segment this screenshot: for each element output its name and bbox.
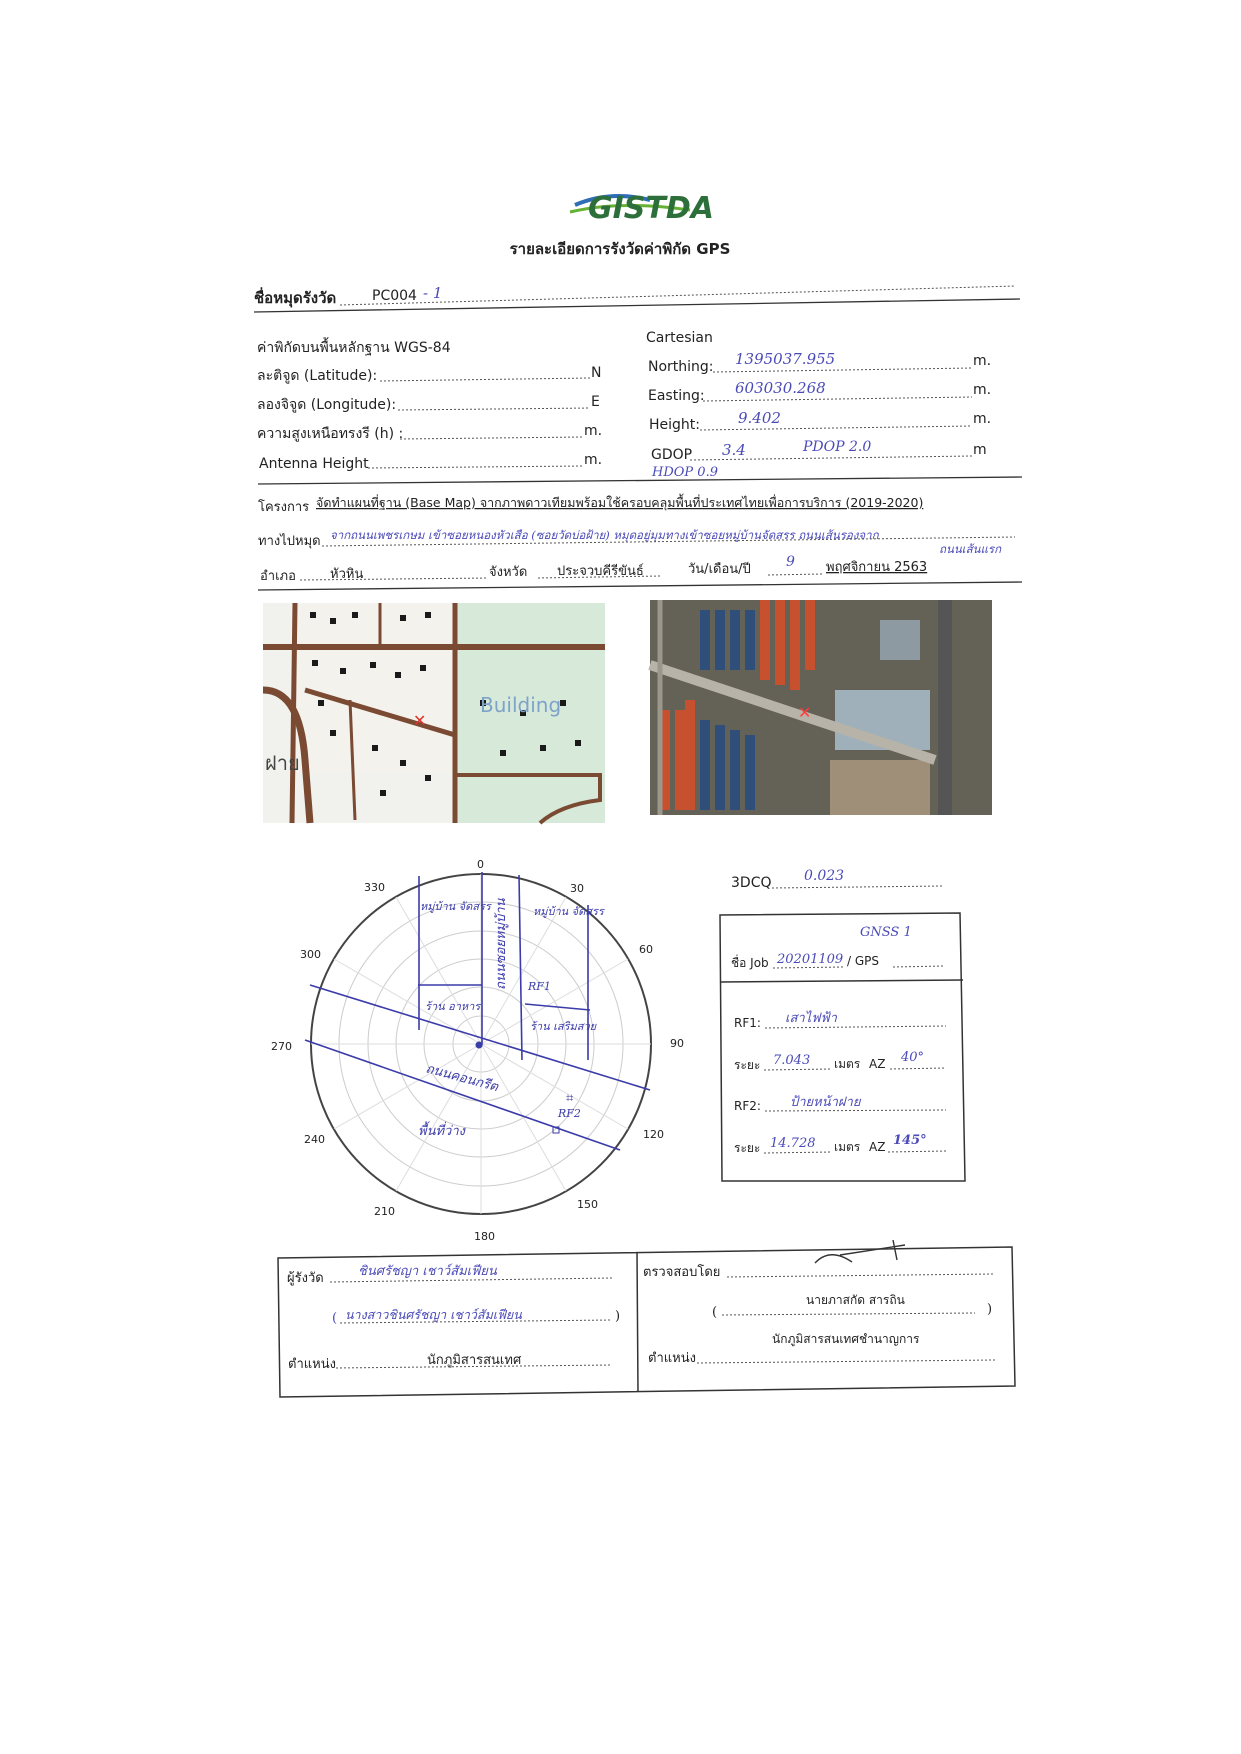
checker-name: นายภาสกัด สารถิน — [806, 1293, 905, 1307]
cartesian-heading: Cartesian — [646, 330, 713, 346]
note-rf1: RF1 — [528, 980, 551, 993]
district-value: หัวหิน — [330, 567, 364, 582]
rule — [258, 582, 1022, 590]
checker-label: ตรวจสอบโดย — [643, 1265, 721, 1280]
skyplot-angle-330: 330 — [364, 881, 385, 894]
easting-label: Easting: — [648, 388, 705, 404]
note-empty-land: พื้นที่ว่าง — [418, 1124, 465, 1139]
checker-position-text: นักภูมิสารสนเทศชำนาญการ — [772, 1332, 920, 1346]
dist2-value: 14.728 — [770, 1136, 816, 1151]
height-value: 9.402 — [738, 409, 781, 427]
station-label: ชื่อหมุดรังวัด — [254, 289, 337, 307]
note-village-left: หมู่บ้าน จัดสรร — [420, 900, 491, 913]
surveyor-paren-open: ( — [332, 1311, 338, 1326]
rf1-label: RF1: — [734, 1016, 761, 1030]
skyplot-angle-270: 270 — [271, 1040, 292, 1053]
skyplot-angle-150: 150 — [577, 1198, 598, 1211]
route-label: ทางไปหมุด — [258, 534, 321, 549]
northing-label: Northing: — [648, 359, 714, 375]
latitude-label: ละติจูด (Latitude): — [257, 368, 378, 384]
hdop-value: HDOP 0.9 — [652, 465, 718, 480]
height-label: Height: — [649, 417, 700, 433]
note-shop-left: ร้าน อาหาร — [425, 1000, 481, 1013]
note-road-vertical: ถนนซอยหมู่บ้าน — [494, 898, 509, 990]
day-value: 9 — [786, 554, 795, 570]
longitude-label: ลองจิจูด (Longitude): — [257, 397, 397, 413]
geo-heading: ค่าพิกัดบนพื้นหลักฐาน WGS-84 — [257, 340, 451, 356]
northing-unit: m. — [973, 353, 992, 369]
gps-label: / GPS — [847, 954, 880, 968]
rule — [258, 477, 1022, 484]
sat-marker-icon: ✕ — [798, 703, 812, 722]
checker-position-label: ตำแหน่ง — [648, 1351, 696, 1366]
easting-unit: m. — [973, 382, 992, 398]
skyplot-angle-120: 120 — [643, 1128, 664, 1141]
project-value: จัดทำแผนที่ฐาน (Base Map) จากภาพดาวเทียมพร้อมใช้ครอบคลุมพื้นที่ประเทศไทยเพื่อการบริการ (2019-2020) — [316, 495, 924, 510]
surveyor-position-value: นักภูมิสารสนเทศ — [427, 1353, 522, 1368]
satellite-map — [650, 600, 992, 815]
dist1-unit: เมตร — [834, 1057, 861, 1071]
surveyor-paren-close: ) — [615, 1309, 621, 1324]
dist1-label: ระยะ — [734, 1058, 761, 1072]
district-label: อำเภอ — [260, 569, 296, 584]
gdop-value: 3.4 — [722, 441, 746, 459]
rule — [254, 299, 1020, 312]
skyplot-angle-300: 300 — [300, 948, 321, 961]
province-value: ประจวบคีรีขันธ์ — [557, 564, 644, 579]
skyplot-angle-90: 90 — [670, 1037, 684, 1050]
skyplot-angle-60: 60 — [639, 943, 653, 956]
az2-label: AZ — [869, 1140, 886, 1154]
skyplot-angle-240: 240 — [304, 1133, 325, 1146]
checker-paren-close: ) — [987, 1302, 993, 1317]
project-label: โครงการ — [258, 500, 310, 515]
northing-value: 1395037.955 — [735, 350, 836, 368]
checker-signature-mark — [815, 1240, 905, 1263]
note-shop-right: ร้าน เสริมสวย — [530, 1020, 597, 1033]
dist2-label: ระยะ — [734, 1141, 761, 1155]
job-label: ชื่อ Job — [731, 956, 769, 970]
antenna-height-label: Antenna Height — [259, 456, 369, 472]
signature-box — [278, 1240, 1015, 1397]
topo-map — [263, 603, 605, 823]
surveyor-name: นางสาวชินศรัชญา เชาว์สัมเฟียน — [345, 1307, 522, 1322]
height-unit: m. — [973, 411, 992, 427]
route-value: จากถนนเพชรเกษม เข้าซอยหนองหัวเสือ (ซอยวัดบ่อฝ้าย) หมุดอยู่มุมทางเข้าซอยหมู่บ้านจัดสรร ถนนเส้นรองจาก — [330, 528, 879, 542]
skyplot — [271, 858, 684, 1243]
station-value: PC004 — [372, 288, 417, 304]
form-title: รายละเอียดการรังวัดค่าพิกัด GPS — [509, 240, 731, 258]
rf2-label: RF2: — [734, 1099, 761, 1113]
route-value-2: ถนนเส้นแรก — [939, 542, 1002, 556]
topo-side-text: ฝาย — [265, 751, 300, 775]
gdop-label: GDOP — [651, 447, 693, 463]
date-label: วัน/เดือน/ปี — [688, 562, 751, 577]
skyplot-angle-30: 30 — [570, 882, 584, 895]
gdop-unit: m — [973, 442, 987, 458]
logo-text: GISTDA — [588, 191, 714, 226]
rf2-marker-icon: ⌗ — [566, 1091, 574, 1106]
surveyor-position-label: ตำแหน่ง — [288, 1357, 336, 1372]
note-rf2: RF2 — [558, 1107, 581, 1120]
month-year-value: พฤศจิกายน 2563 — [826, 560, 928, 575]
note-village-right: หมู่บ้าน จัดสรร — [533, 905, 604, 918]
province-label: จังหวัด — [489, 565, 528, 580]
ellipsoid-height-label: ความสูงเหนือทรงรี (h) : — [257, 426, 404, 442]
skyplot-angle-210: 210 — [374, 1205, 395, 1218]
skyplot-angle-0: 0 — [477, 858, 484, 871]
note-road-main: ถนนคอนกรีต — [423, 1061, 500, 1096]
rf1-value: เสาไฟฟ้า — [785, 1011, 837, 1026]
skyplot-angle-180: 180 — [474, 1230, 495, 1243]
job-box — [720, 913, 965, 1181]
latitude-unit: N — [591, 365, 602, 381]
station-suffix: - 1 — [423, 284, 443, 302]
gistda-logo — [570, 191, 714, 226]
topo-marker-icon: ✕ — [413, 711, 427, 730]
dist1-value: 7.043 — [773, 1053, 811, 1068]
surveyor-label: ผู้รังวัด — [287, 1271, 324, 1286]
topo-building-label: Building — [480, 693, 562, 717]
az2-value: 145° — [893, 1133, 927, 1148]
surveyor-signature: ชินศรัชญา เชาว์สัมเฟียน — [358, 1264, 497, 1279]
az1-value: 40° — [901, 1050, 925, 1065]
easting-value: 603030.268 — [735, 379, 826, 397]
dist2-unit: เมตร — [834, 1140, 861, 1154]
quality-value: 0.023 — [804, 868, 845, 884]
rf2-value: ป้ายหน้าฝาย — [790, 1095, 861, 1110]
checker-paren-open: ( — [712, 1305, 718, 1320]
longitude-unit: E — [591, 394, 600, 410]
az1-label: AZ — [869, 1057, 886, 1071]
pdop-value: PDOP 2.0 — [803, 439, 872, 455]
job-value: 20201109 — [777, 952, 844, 967]
antenna-height-unit: m. — [584, 452, 603, 468]
ellipsoid-height-unit: m. — [584, 423, 603, 439]
gnss-note: GNSS 1 — [860, 925, 912, 940]
quality-label: 3DCQ — [731, 875, 772, 891]
